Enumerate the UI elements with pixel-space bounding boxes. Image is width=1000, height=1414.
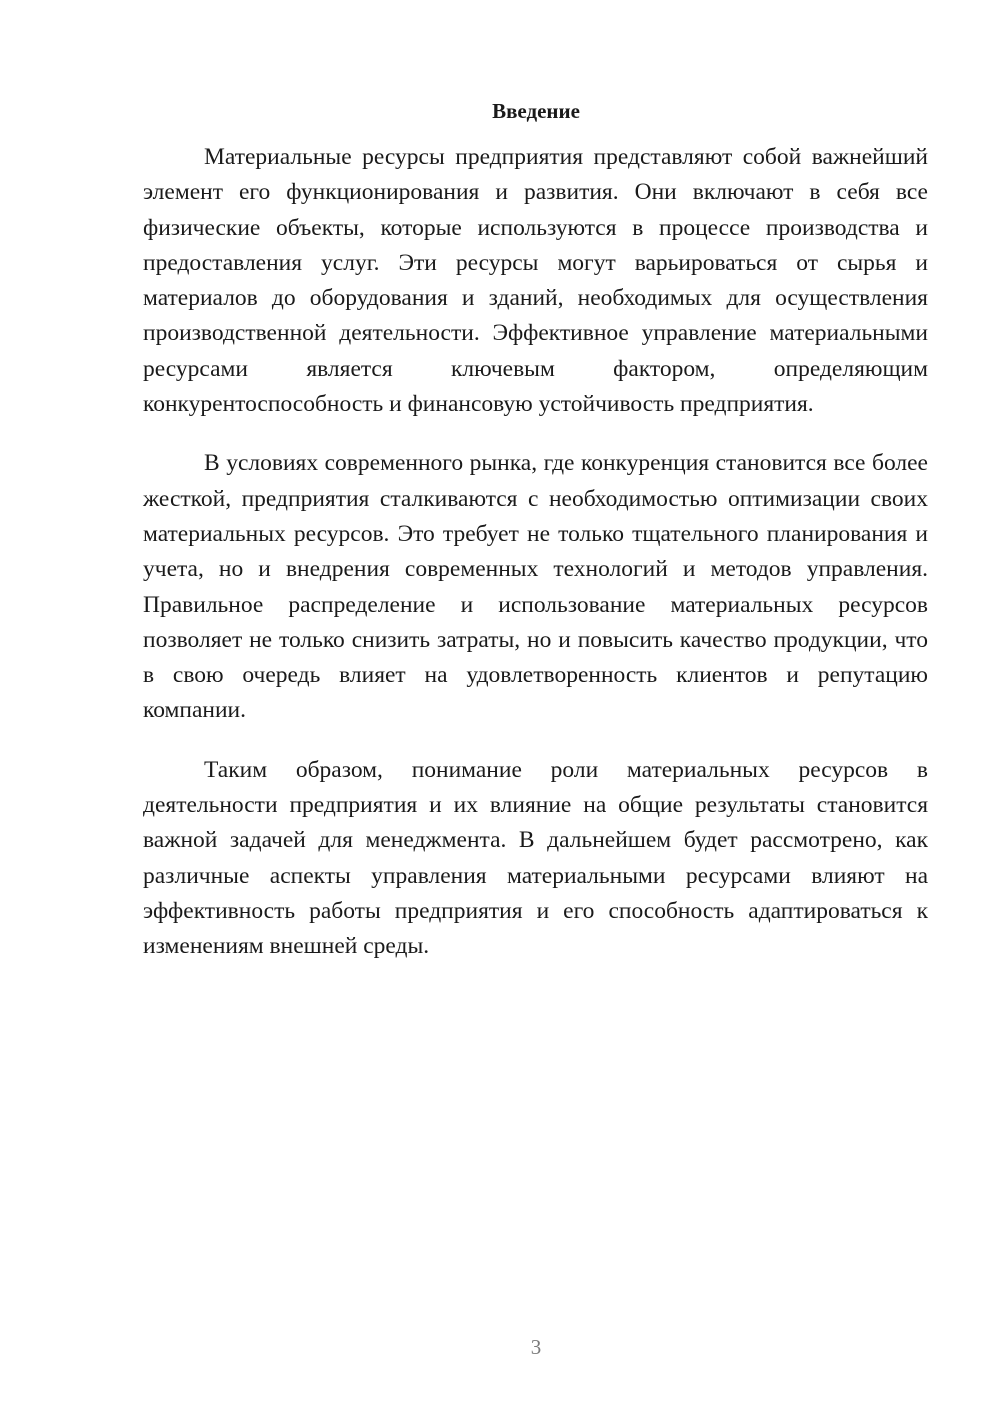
paragraph-1: Материальные ресурсы предприятия представляют собой важнейший элемент его функционирования и развития. Они включают в себя все физические объекты, которые используются в процессе производства и предоставления услуг. Эти ресурсы могут варьироваться от сырья и материалов до оборудования и зданий, необходимых для осуществления производственной деятельности. Эффективное управление материальными ресурсами является ключевым фактором, определяющим конкурентоспособность и финансовую устойчивость предприятия. <box>143 144 928 418</box>
paragraph-3: Таким образом, понимание роли материальных ресурсов в деятельности предприятия и их влияние на общие результаты становится важной задачей для менеджмента. В дальнейшем будет рассмотрено, как различные аспекты управления материальными ресурсами влияют на эффективность работы предприятия и его способность адаптироваться к изменениям внешней среды. <box>143 756 928 960</box>
body-text <box>143 140 928 965</box>
section-heading: Введение <box>492 99 580 123</box>
page-number: 3 <box>530 1335 542 1359</box>
paragraph-2: В условиях современного рынка, где конкуренция становится все более жесткой, предприятия сталкиваются с необходимостью оптимизации своих материальных ресурсов. Это требует не только тщательного планирования и учета, но и внедрения современных технологий и методов управления. Правильное распределение и использование материальных ресурсов позволяет не только снизить затраты, но и повысить качество продукции, что в свою очередь влияет на удовлетворенность клиентов и репутацию компании. <box>143 450 928 724</box>
